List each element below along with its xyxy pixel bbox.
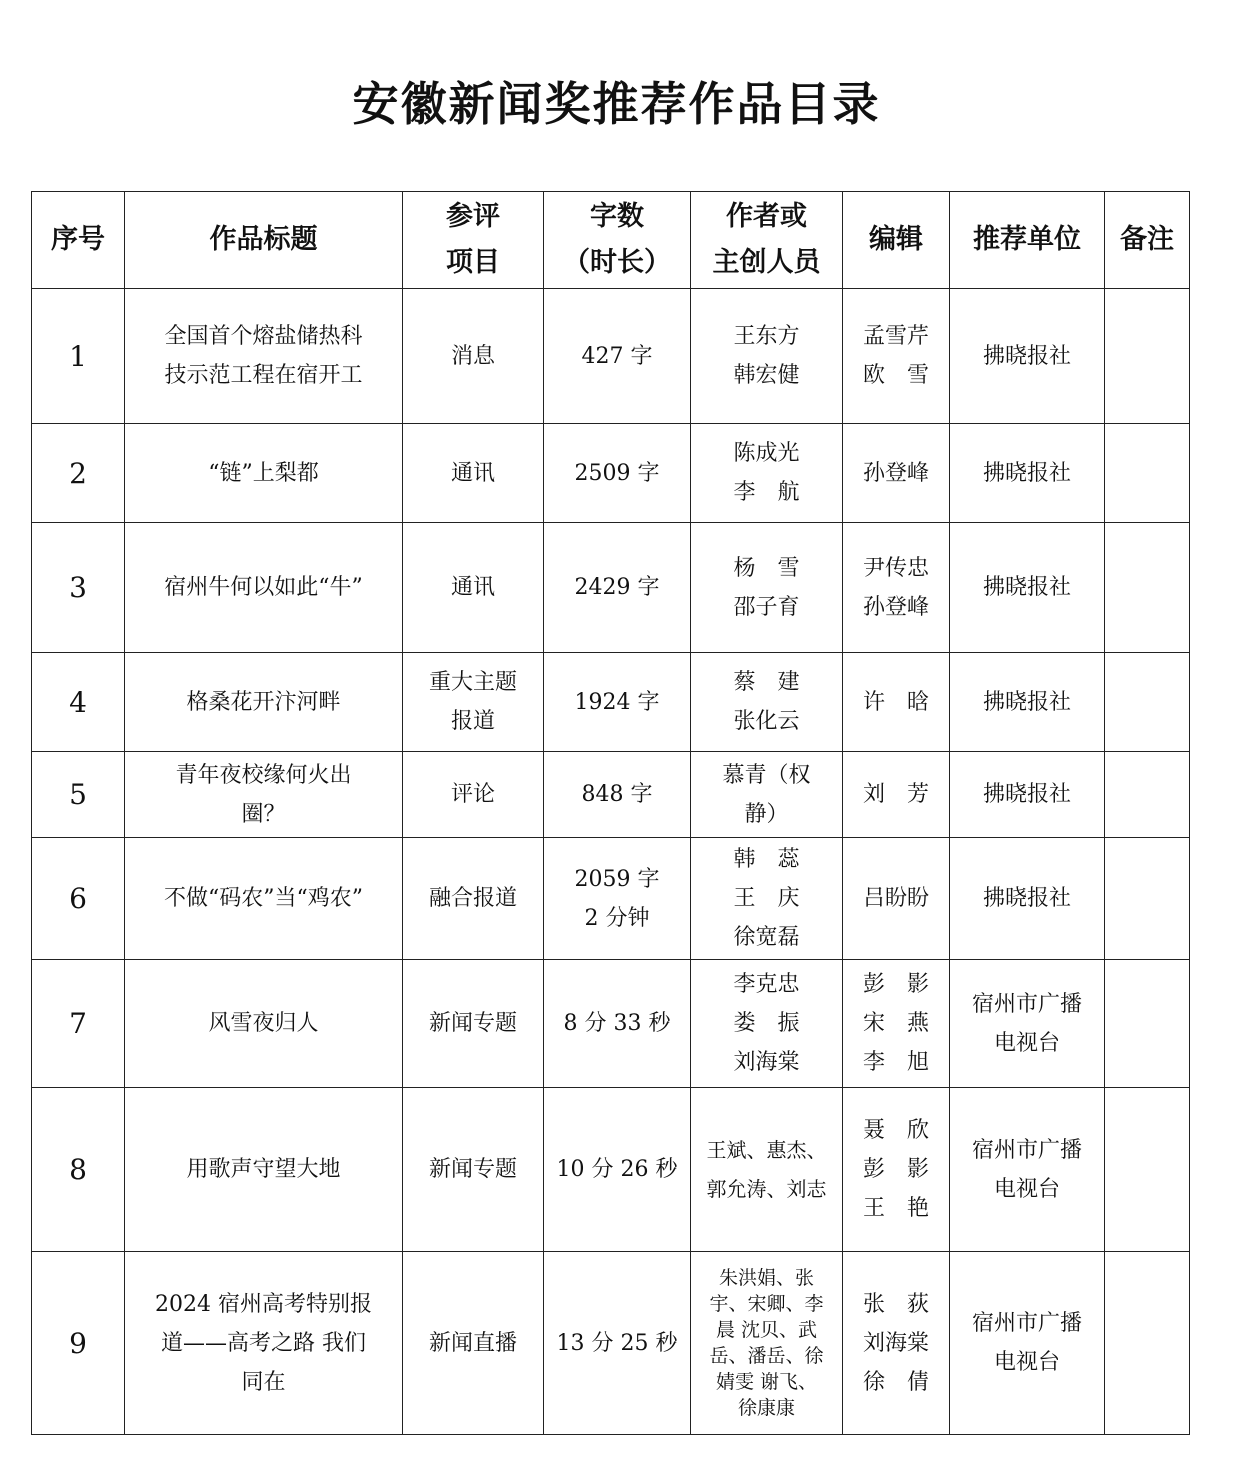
cell-line: 宋 燕 — [862, 1011, 929, 1036]
cell-note — [1105, 1088, 1190, 1252]
cell-line: 848 字 — [581, 782, 653, 807]
header-text: （时长） — [563, 247, 671, 278]
cell-editors — [843, 523, 950, 653]
cell-length — [544, 289, 691, 424]
cell-editors — [843, 838, 950, 960]
cell-no: 9 — [32, 1252, 125, 1435]
cell-line: 慕青（权 — [722, 762, 811, 788]
cell-no: 7 — [32, 960, 125, 1088]
cell-line: 王斌、惠杰、 — [706, 1137, 827, 1162]
cell-line: 拂晓报社 — [982, 689, 1071, 715]
cell-line: 10 分 26 秒 — [556, 1157, 678, 1182]
cell-line: 2024 宿州高考特别报 — [155, 1291, 372, 1317]
cell-line: 不做“码农”当“鸡农” — [164, 886, 363, 911]
table-row — [32, 523, 1190, 653]
table-header-row — [32, 192, 1190, 289]
cell-line: 用歌声守望大地 — [186, 1157, 341, 1182]
header-length — [544, 192, 691, 289]
page-title: 安徽新闻奖推荐作品目录 — [352, 77, 881, 131]
cell-no: 1 — [32, 289, 125, 424]
cell-line: 电视台 — [993, 1176, 1060, 1202]
cell-line: 孙登峰 — [862, 460, 929, 486]
cell-length — [544, 960, 691, 1088]
cell-line: 2509 字 — [574, 460, 660, 486]
cell-line: 新闻专题 — [428, 1011, 517, 1036]
cell-line: 宿州市广播 — [971, 1137, 1082, 1163]
cell-title — [125, 289, 403, 424]
cell-line: 同在 — [241, 1369, 286, 1395]
cell-line: 拂晓报社 — [982, 886, 1071, 911]
cell-title — [125, 523, 403, 653]
cell-line: 孙登峰 — [862, 594, 929, 620]
cell-unit — [950, 838, 1105, 960]
cell-unit — [950, 424, 1105, 523]
cell-category — [403, 653, 544, 752]
cell-length — [544, 653, 691, 752]
cell-no: 8 — [32, 1088, 125, 1252]
cell-line: 王东方 — [733, 324, 800, 349]
cell-editors — [843, 424, 950, 523]
cell-note — [1105, 752, 1190, 838]
cell-line: 格桑花开汴河畔 — [186, 689, 341, 715]
cell-line: 技示范工程在宿开工 — [164, 363, 363, 388]
table-row — [32, 752, 1190, 838]
cell-line: 刘海棠 — [733, 1050, 800, 1075]
cell-line: 韩宏健 — [733, 363, 800, 388]
cell-authors — [691, 289, 843, 424]
cell-unit — [950, 752, 1105, 838]
cell-line: 婧雯 谢飞、 — [715, 1371, 818, 1393]
cell-line: 陈成光 — [733, 441, 800, 466]
cell-length — [544, 838, 691, 960]
header-text: 序号 — [51, 224, 105, 255]
cell-note — [1105, 838, 1190, 960]
cell-unit — [950, 960, 1105, 1088]
cell-category — [403, 838, 544, 960]
cell-editors — [843, 289, 950, 424]
cell-length — [544, 1088, 691, 1252]
cell-line: 邵子育 — [733, 594, 800, 620]
header-authors — [691, 192, 843, 289]
cell-line: 郭允涛、刘志 — [706, 1176, 827, 1201]
cell-line: 王 庆 — [733, 886, 800, 911]
header-text: 项目 — [446, 247, 500, 278]
cell-title — [125, 1088, 403, 1252]
cell-note — [1105, 960, 1190, 1088]
cell-line: 宿州牛何以如此“牛” — [164, 575, 363, 600]
cell-no: 6 — [32, 838, 125, 960]
cell-authors — [691, 1252, 843, 1435]
cell-line: 欧 雪 — [862, 363, 929, 388]
cell-title — [125, 960, 403, 1088]
cell-title — [125, 838, 403, 960]
header-category — [403, 192, 544, 289]
table-row — [32, 960, 1190, 1088]
cell-line: 评论 — [450, 782, 495, 807]
cell-line: 彭 影 — [862, 1157, 929, 1182]
cell-line: 宿州市广播 — [971, 991, 1082, 1017]
header-unit — [950, 192, 1105, 289]
cell-unit — [950, 653, 1105, 752]
cell-unit — [950, 1088, 1105, 1252]
cell-length — [544, 752, 691, 838]
cell-line: 通讯 — [450, 460, 495, 486]
cell-line: 8 分 33 秒 — [563, 1011, 671, 1036]
header-text: 备注 — [1120, 224, 1174, 255]
header-editors — [843, 192, 950, 289]
cell-line: 张化云 — [733, 709, 800, 734]
header-text: 推荐单位 — [973, 224, 1081, 255]
cell-category — [403, 1088, 544, 1252]
cell-note — [1105, 289, 1190, 424]
cell-line: 融合报道 — [428, 886, 517, 911]
cell-editors — [843, 1088, 950, 1252]
cell-editors — [843, 653, 950, 752]
cell-unit — [950, 289, 1105, 424]
cell-authors — [691, 960, 843, 1088]
cell-editors — [843, 752, 950, 838]
cell-line: 拂晓报社 — [982, 343, 1071, 369]
cell-line: 孟雪芹 — [862, 324, 929, 349]
cell-category — [403, 424, 544, 523]
cell-line: 尹传忠 — [862, 555, 929, 581]
cell-line: 道——高考之路 我们 — [161, 1330, 366, 1356]
cell-authors — [691, 523, 843, 653]
header-text: 作品标题 — [209, 224, 318, 255]
cell-no: 3 — [32, 523, 125, 653]
cell-line: 拂晓报社 — [982, 575, 1071, 600]
header-no — [32, 192, 125, 289]
header-text: 编辑 — [869, 224, 923, 255]
cell-line: 消息 — [450, 343, 495, 369]
header-note — [1105, 192, 1190, 289]
header-text: 字数 — [590, 201, 644, 232]
cell-line: 新闻专题 — [428, 1157, 517, 1182]
cell-line: 蔡 建 — [733, 670, 800, 695]
cell-category — [403, 523, 544, 653]
cell-line: 许 晗 — [862, 689, 929, 715]
cell-authors — [691, 1088, 843, 1252]
cell-line: 晨 沈贝、武 — [715, 1319, 818, 1341]
cell-no: 4 — [32, 653, 125, 752]
cell-line: 电视台 — [993, 1030, 1060, 1056]
table-row — [32, 289, 1190, 424]
cell-line: 韩 蕊 — [733, 847, 800, 872]
cell-line: 青年夜校缘何火出 — [175, 762, 352, 788]
cell-line: 岳、潘岳、徐 — [709, 1345, 824, 1367]
cell-line: 宇、宋卿、李 — [709, 1293, 824, 1315]
cell-line: 吕盼盼 — [862, 886, 929, 911]
cell-line: 全国首个熔盐储热科 — [164, 324, 363, 349]
cell-line: “链”上梨都 — [208, 460, 319, 486]
cell-authors — [691, 838, 843, 960]
cell-length — [544, 523, 691, 653]
table-row — [32, 1088, 1190, 1252]
cell-note — [1105, 1252, 1190, 1435]
cell-title — [125, 1252, 403, 1435]
cell-category — [403, 752, 544, 838]
cell-line: 徐宽磊 — [733, 925, 800, 950]
cell-line: 宿州市广播 — [971, 1311, 1082, 1336]
cell-line: 杨 雪 — [733, 555, 800, 581]
cell-category — [403, 289, 544, 424]
cell-editors — [843, 960, 950, 1088]
cell-note — [1105, 653, 1190, 752]
cell-line: 重大主题 — [428, 670, 517, 695]
header-text: 参评 — [446, 201, 500, 232]
works-table — [31, 191, 1190, 1435]
cell-line: 2 分钟 — [584, 905, 650, 931]
cell-line: 2429 字 — [574, 575, 660, 600]
cell-length — [544, 424, 691, 523]
cell-line: 报道 — [450, 709, 495, 734]
cell-line: 拂晓报社 — [982, 782, 1071, 807]
cell-line: 电视台 — [993, 1350, 1060, 1375]
cell-authors — [691, 653, 843, 752]
cell-line: 静） — [744, 801, 789, 827]
cell-line: 风雪夜归人 — [208, 1011, 319, 1036]
table-row — [32, 838, 1190, 960]
cell-line: 徐康康 — [737, 1397, 795, 1419]
cell-line: 李克忠 — [733, 972, 800, 997]
table-row — [32, 424, 1190, 523]
cell-line: 1924 字 — [574, 689, 660, 715]
cell-line: 刘海棠 — [862, 1330, 929, 1356]
cell-line: 新闻直播 — [428, 1330, 517, 1356]
cell-unit — [950, 523, 1105, 653]
cell-line: 通讯 — [450, 575, 495, 600]
cell-no: 5 — [32, 752, 125, 838]
cell-line: 13 分 25 秒 — [556, 1330, 678, 1356]
table-row — [32, 653, 1190, 752]
cell-length — [544, 1252, 691, 1435]
cell-line: 拂晓报社 — [982, 460, 1071, 486]
cell-line: 李 航 — [733, 480, 800, 505]
cell-line: 王 艳 — [862, 1196, 929, 1221]
cell-line: 徐 倩 — [862, 1369, 929, 1395]
cell-line: 刘 芳 — [862, 782, 929, 807]
cell-title — [125, 424, 403, 523]
cell-note — [1105, 424, 1190, 523]
cell-authors — [691, 752, 843, 838]
cell-no: 2 — [32, 424, 125, 523]
cell-editors — [843, 1252, 950, 1435]
table-row — [32, 1252, 1190, 1435]
cell-category — [403, 960, 544, 1088]
cell-line: 圈？ — [241, 801, 286, 827]
cell-line: 聂 欣 — [862, 1118, 929, 1143]
header-text: 作者或 — [726, 201, 807, 232]
cell-authors — [691, 424, 843, 523]
cell-title — [125, 653, 403, 752]
cell-category — [403, 1252, 544, 1435]
cell-line: 彭 影 — [862, 972, 929, 997]
cell-note — [1105, 523, 1190, 653]
cell-line: 427 字 — [581, 343, 653, 369]
cell-line: 朱洪娟、张 — [718, 1267, 814, 1289]
cell-line: 张 荻 — [862, 1291, 929, 1317]
cell-line: 娄 振 — [733, 1011, 800, 1036]
cell-line: 2059 字 — [574, 866, 660, 892]
header-text: 主创人员 — [712, 247, 821, 278]
cell-title — [125, 752, 403, 838]
cell-unit — [950, 1252, 1105, 1435]
cell-line: 李 旭 — [862, 1050, 929, 1075]
header-title — [125, 192, 403, 289]
